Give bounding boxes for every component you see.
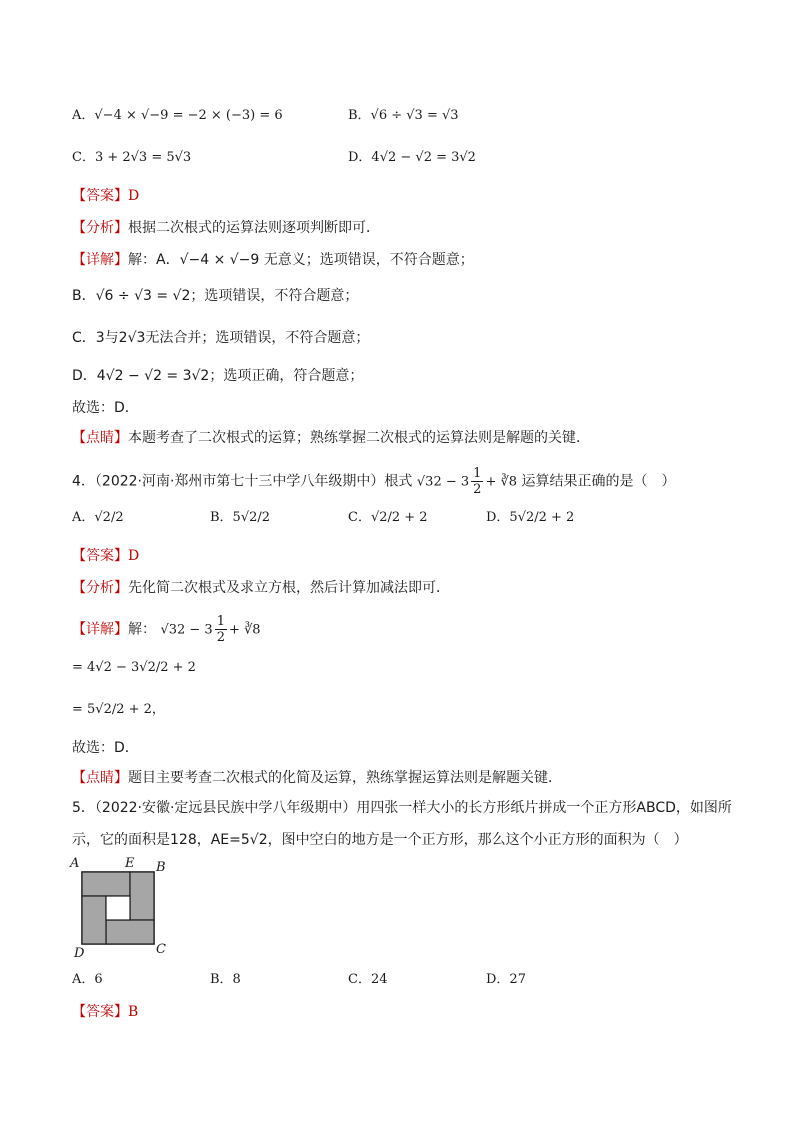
q3-detail-c: C．3与2√3无法合并；选项错误，不符合题意； bbox=[72, 330, 370, 346]
q4-step-2: = 5√2/2 + 2， bbox=[72, 702, 165, 717]
q3-analysis: 【分析】根据二次根式的运算法则逐项判断即可． bbox=[72, 220, 380, 236]
inner-small-square bbox=[106, 896, 130, 920]
vertex-d-label: D bbox=[74, 946, 85, 961]
q3-option-c: C．3 + 2√3 = 5√3 bbox=[72, 150, 192, 165]
q5-answer: 【答案】B bbox=[72, 1004, 139, 1020]
q5-stem-line-2: 示，它的面积是128，AE=5√2，图中空白的地方是一个正方形，那么这个小正方形的面积为（ ） bbox=[72, 832, 688, 848]
q3-answer: 【答案】D bbox=[72, 188, 140, 204]
q3-option-b: B．√6 ÷ √3 = √3 bbox=[348, 108, 459, 123]
q5-figure bbox=[70, 856, 180, 966]
q4-choose: 故选：D． bbox=[72, 740, 139, 756]
q3-option-a: A．√−4 × √−9 = −2 × (−3) = 6 bbox=[72, 108, 283, 123]
point-e-label: E bbox=[125, 856, 135, 871]
vertex-b-label: B bbox=[156, 860, 166, 875]
q3-comment: 【点睛】本题考查了二次根式的运算；熟练掌握二次根式的运算法则是解题的关键． bbox=[72, 430, 590, 446]
q5-option-c: C．24 bbox=[348, 972, 388, 987]
q4-option-d: D．5√2/2 + 2 bbox=[486, 510, 575, 525]
q4-analysis: 【分析】先化简二次根式及求立方根，然后计算加减法即可． bbox=[72, 580, 450, 596]
q3-choose: 故选：D． bbox=[72, 400, 139, 416]
q4-option-c: C．√2/2 + 2 bbox=[348, 510, 428, 525]
q3-detail-d: D．4√2 − √2 = 3√2；选项正确，符合题意； bbox=[72, 368, 364, 384]
q3-detail-a: 【详解】解：A．√−4 × √−9 无意义；选项错误，不符合题意； bbox=[72, 252, 474, 268]
q5-option-a: A．6 bbox=[72, 972, 103, 987]
vertex-c-label: C bbox=[156, 942, 166, 957]
q4-stem: 4．（2022·河南·郑州市第七十三中学八年级期中）根式 √32 − 3 $\frac{1}{2}$ + ∛8 运算结果正确的是（ ） bbox=[72, 466, 676, 497]
q5-option-d: D．27 bbox=[486, 972, 526, 987]
rect-bottom bbox=[106, 920, 154, 944]
q5-option-b: B．8 bbox=[210, 972, 241, 987]
rect-left bbox=[82, 896, 106, 944]
q4-option-b: B．5√2/2 bbox=[210, 510, 271, 525]
rect-top bbox=[82, 872, 130, 896]
q4-detail: 【详解】解： √32 − 3 $\frac{1}{2}$ + ∛8 bbox=[72, 614, 261, 645]
q4-step-1: = 4√2 − 3√2/2 + 2 bbox=[72, 660, 196, 675]
q3-detail-b: B．√6 ÷ √3 = √2；选项错误，不符合题意； bbox=[72, 288, 359, 304]
q3-option-d: D．4√2 − √2 = 3√2 bbox=[348, 150, 476, 165]
vertex-a-label: A bbox=[70, 856, 80, 871]
q5-stem-line-1: 5．（2022·安徽·定远县民族中学八年级期中）用四张一样大小的长方形纸片拼成一个正方形ABCD，如图所 bbox=[72, 800, 732, 816]
q4-option-a: A．√2/2 bbox=[72, 510, 124, 525]
q4-comment: 【点睛】题目主要考查二次根式的化简及运算，熟练掌握运算法则是解题关键． bbox=[72, 770, 562, 786]
q4-answer: 【答案】D bbox=[72, 548, 140, 564]
rect-right bbox=[130, 872, 154, 920]
